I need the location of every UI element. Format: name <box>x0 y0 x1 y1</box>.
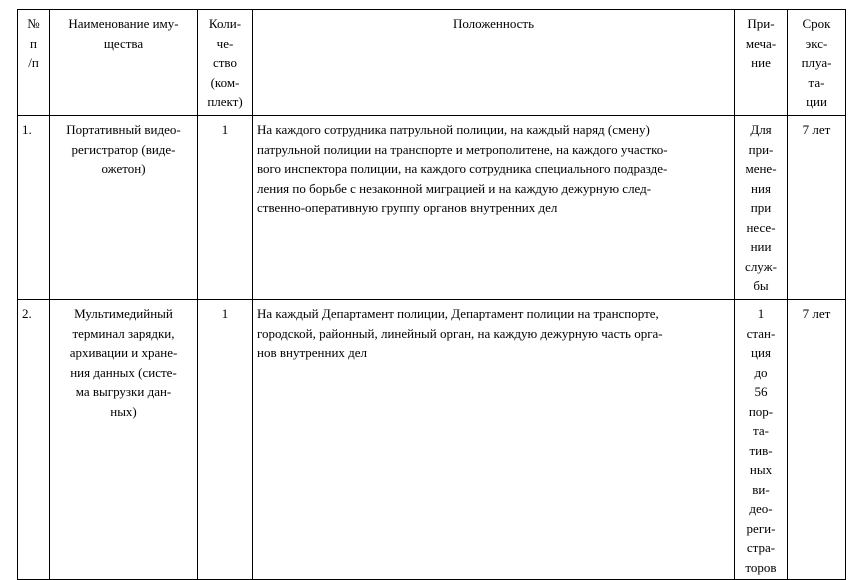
text-line: архивации и хране- <box>69 345 178 360</box>
text-line: пор- <box>748 403 774 419</box>
item-note <box>735 300 788 580</box>
text-line: ви- <box>752 481 770 497</box>
item-norm <box>253 116 735 300</box>
header-norm <box>253 10 735 116</box>
text-line: стан- <box>746 325 776 341</box>
header-term <box>788 10 846 116</box>
text-line: /п <box>28 55 39 70</box>
text-line: служ- <box>745 258 777 274</box>
text-line: нии <box>750 239 772 254</box>
text-line: Наименование иму- <box>68 16 179 31</box>
text-line: 1. <box>22 122 32 137</box>
text-line: несе- <box>746 219 776 235</box>
text-line: ственно-оперативную группу органов внутренних дел <box>257 200 558 215</box>
text-line: плуа- <box>801 55 832 70</box>
text-line: вого инспектора полиции, на каждого сотрудника специального подразде- <box>257 161 668 176</box>
text-line: 1 <box>757 306 765 321</box>
text-line: щества <box>103 35 144 51</box>
text-line: та- <box>808 74 825 90</box>
text-line: ных <box>749 462 773 477</box>
text-line: регистратор (виде- <box>71 141 176 157</box>
text-line: ство <box>212 55 237 70</box>
text-line: Коли- <box>208 16 242 31</box>
text-line: Срок <box>802 16 831 31</box>
item-name <box>50 116 198 300</box>
text-line: ожетон) <box>101 161 146 176</box>
text-line: реги- <box>746 520 776 536</box>
text-line: 2. <box>22 306 32 321</box>
text-line: 7 лет <box>802 306 831 321</box>
text-line: при- <box>748 141 774 157</box>
table-header-row <box>18 10 846 116</box>
text-line: экс- <box>805 35 828 51</box>
header-num <box>18 10 50 116</box>
text-line: тив- <box>749 442 773 458</box>
header-qty <box>198 10 253 116</box>
text-line: ния <box>751 180 771 196</box>
row-number <box>18 300 50 580</box>
item-service-term <box>788 300 846 580</box>
equipment-norms-table <box>17 9 846 580</box>
text-line: 1 <box>221 122 229 137</box>
text-line: Мультимедийный <box>74 306 173 321</box>
text-line: бы <box>753 278 769 293</box>
text-line: ных) <box>110 403 137 419</box>
text-line: та- <box>753 423 769 438</box>
text-line: ния данных (систе- <box>70 364 177 380</box>
text-line: При- <box>747 16 775 31</box>
item-name <box>50 300 198 580</box>
text-line: мене- <box>745 161 777 176</box>
item-note <box>735 116 788 300</box>
text-line: ние <box>751 55 771 70</box>
text-line: 56 <box>754 384 768 399</box>
text-line: че- <box>216 35 234 51</box>
text-line: торов <box>745 559 777 575</box>
item-quantity <box>198 116 253 300</box>
table-row <box>18 116 846 300</box>
text-line: патрульной полиции на транспорте и метрополитене, на каждого участко- <box>257 141 668 157</box>
text-line: ции <box>806 94 827 109</box>
text-line: стра- <box>746 540 776 555</box>
text-line: нов внутренних дел <box>257 345 368 360</box>
text-line: плект) <box>207 94 243 109</box>
text-line: при <box>750 200 772 215</box>
text-line: ция <box>751 345 771 360</box>
text-line: На каждого сотрудника патрульной полиции, на каждый наряд (смену) <box>257 122 650 137</box>
row-number <box>18 116 50 300</box>
header-name <box>50 10 198 116</box>
text-line: терминал зарядки, <box>72 325 175 341</box>
text-line: ма выгрузки дан- <box>75 384 172 399</box>
text-line: 7 лет <box>802 122 831 137</box>
text-line: На каждый Департамент полиции, Департамент полиции на транспорте, <box>257 306 659 321</box>
text-line: п <box>30 35 37 51</box>
text-line: меча- <box>745 35 777 51</box>
text-line: (ком- <box>210 74 240 90</box>
text-line: 1 <box>221 306 229 321</box>
text-line: ления по борьбе с незаконной миграцией и на каждую дежурную след- <box>257 180 652 196</box>
text-line: део- <box>749 501 773 516</box>
text-line: городской, районный, линейный орган, на каждую дежурную часть орга- <box>257 325 663 341</box>
item-norm <box>253 300 735 580</box>
text-line: Положенность <box>452 16 535 31</box>
header-note <box>735 10 788 116</box>
text-line: Для <box>750 122 772 137</box>
item-service-term <box>788 116 846 300</box>
text-line: № <box>27 16 40 31</box>
text-line: Портативный видео- <box>66 122 181 137</box>
table-row <box>18 300 846 580</box>
item-quantity <box>198 300 253 580</box>
text-line: до <box>754 364 768 380</box>
